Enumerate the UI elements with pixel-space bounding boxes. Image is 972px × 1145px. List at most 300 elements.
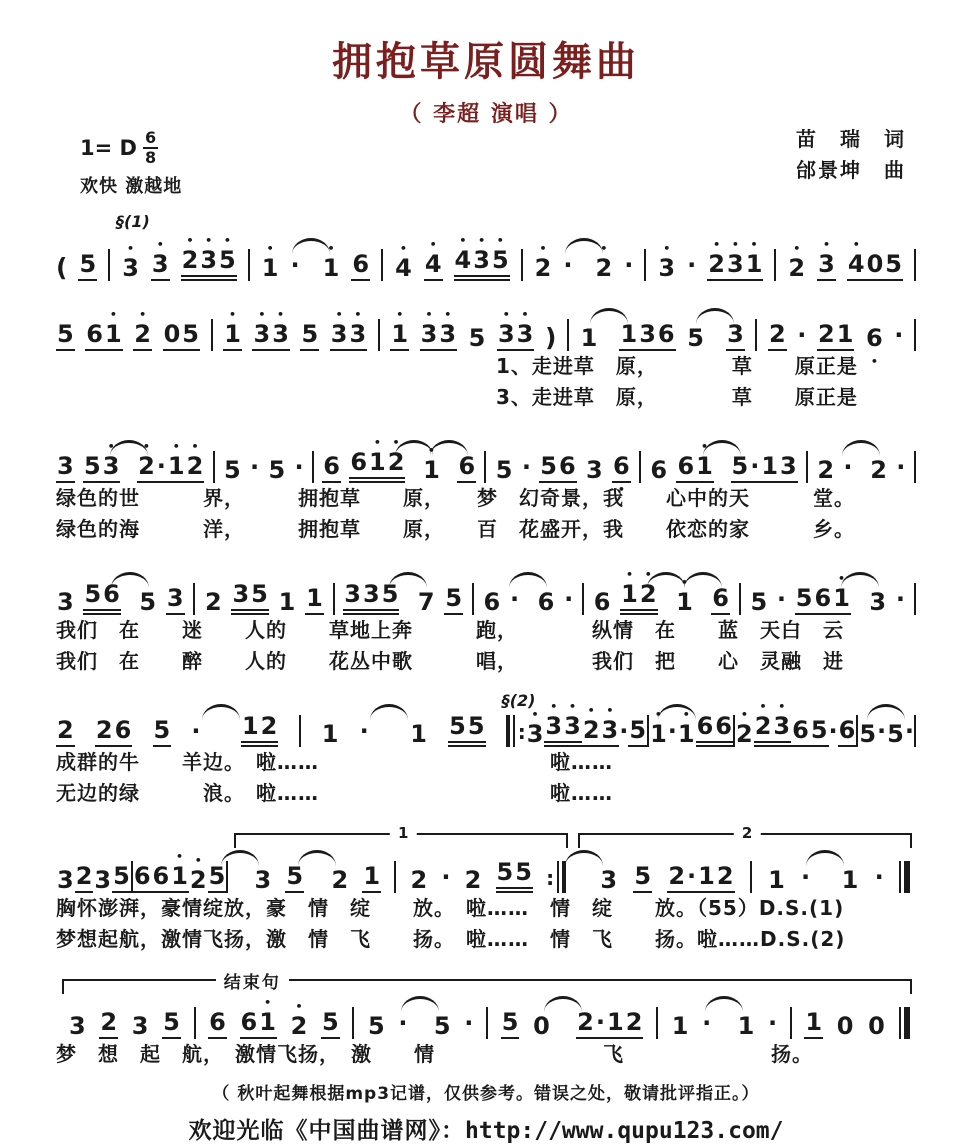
note-digit: 1 <box>671 1011 689 1040</box>
note-digit: 5 <box>885 249 902 278</box>
note-digit: 5 <box>153 715 171 744</box>
music-row <box>56 290 916 351</box>
note-group <box>444 583 463 615</box>
note-digit: 3 <box>586 455 603 484</box>
transcriber-note: （ 秋叶起舞根据mp3记谱，仅供参考。错误之处，敬请批评指正。） <box>212 1084 760 1104</box>
barline <box>333 583 335 615</box>
slur-arc <box>509 572 547 588</box>
note-group <box>599 865 618 894</box>
note-digit: • 2 <box>387 450 406 475</box>
note-group <box>254 865 273 894</box>
phrase-paren: ( <box>56 252 68 282</box>
note-digit: • 3 <box>121 256 140 281</box>
lyric-line: 绿色的海 洋， 拥抱草 原， 百 花盛开，我 依恋的家 乡。 <box>56 517 855 541</box>
barline <box>806 451 808 483</box>
barline <box>484 451 486 483</box>
barline <box>755 319 757 351</box>
slur-arc <box>684 572 722 588</box>
note-digit: 3 <box>232 579 250 608</box>
barline <box>790 1007 792 1039</box>
note-group <box>867 1011 886 1040</box>
repeat-end-barline <box>546 861 566 893</box>
key-tempo-block <box>80 130 182 198</box>
note-digit: 5 <box>750 587 768 616</box>
note-digit: 6 <box>712 583 729 612</box>
note-digit: 6 <box>657 319 675 348</box>
score-line-1 <box>56 212 916 282</box>
note-digit: 5 <box>268 455 286 484</box>
note-digit: 2 <box>205 587 222 616</box>
note-group <box>754 711 791 747</box>
score-element <box>899 861 901 893</box>
note-digit: 2 <box>668 861 686 890</box>
note-digit: • 1 <box>261 256 280 281</box>
lyric-line: 成群的牛 羊边。 啦…… 啦…… <box>56 750 613 774</box>
note-digit: • 3 <box>438 322 457 347</box>
note-digit: 6 • <box>865 326 884 351</box>
note-digit: 6 <box>350 447 368 476</box>
music-row <box>56 554 916 615</box>
meter-denominator: 8 <box>144 148 157 167</box>
note-digit: 6 <box>792 715 809 744</box>
note-group <box>726 319 745 351</box>
barline <box>914 451 916 483</box>
note-digit: 6 <box>133 861 151 890</box>
note-group <box>300 319 319 351</box>
note-digit: 1 <box>410 719 427 748</box>
note-group <box>208 1007 227 1039</box>
note-group <box>582 715 619 747</box>
augmentation-dot: · <box>564 585 574 613</box>
note-digit: 2 <box>817 455 835 484</box>
note-digit: 5 <box>810 715 828 744</box>
score-element <box>904 861 910 893</box>
note-group <box>865 323 884 352</box>
note-digit: 3 <box>780 451 797 480</box>
augmentation-dot: · <box>877 717 887 745</box>
augmentation-dot: · <box>776 585 787 613</box>
slur-arc <box>401 996 439 1012</box>
barline <box>312 451 314 483</box>
note-digit: • 1 <box>675 590 694 615</box>
score-element <box>506 715 510 747</box>
rest: 0 <box>533 1011 550 1040</box>
note-digit: 6 <box>86 319 103 348</box>
augmentation-dot: · <box>767 1009 778 1037</box>
note-digit: 1 <box>698 861 715 890</box>
note-group <box>56 451 75 483</box>
note-digit: 6 <box>558 451 576 480</box>
note-group <box>858 719 877 748</box>
segno-marker: §(1) <box>116 212 150 231</box>
note-group <box>133 319 152 351</box>
note-digit: 3 <box>869 587 887 616</box>
note-digit: 1 <box>805 1007 823 1036</box>
note-digit: • 1 <box>104 322 123 347</box>
augmentation-dot: · <box>521 453 531 481</box>
note-digit: 1 <box>306 583 323 612</box>
note-group <box>417 587 436 616</box>
slur-arc <box>696 308 734 324</box>
note-digit: 2 <box>768 319 786 348</box>
note-digit: • 3 <box>563 714 582 739</box>
note-digit: 6 <box>814 583 832 612</box>
augmentation-dot: · <box>398 1009 408 1037</box>
barline <box>750 861 752 893</box>
barline <box>248 249 250 281</box>
note-digit: • 3 <box>526 722 545 747</box>
note-digit: 5 <box>731 451 749 480</box>
key-prefix: 1= D <box>80 136 137 160</box>
score-line-7 <box>56 964 916 1070</box>
slur-arc <box>544 996 582 1012</box>
note-group <box>231 579 268 615</box>
segment <box>501 691 916 748</box>
note-digit: 6 <box>483 587 501 616</box>
rest: 0 <box>836 1011 854 1040</box>
note-group <box>56 865 75 894</box>
note-group <box>539 451 576 483</box>
score-element: : <box>517 720 526 744</box>
note-group <box>330 319 367 351</box>
augmentation-dot: · <box>895 585 905 613</box>
time-signature <box>143 130 158 166</box>
lyric-line: 梦 想 起 航， 激情飞扬， 激 情 飞 扬。 <box>56 1042 813 1066</box>
note-digit: 2 <box>57 715 74 744</box>
note-digit: • 3 <box>252 322 271 347</box>
header-meta <box>56 127 916 197</box>
note-digit: 1 <box>761 451 779 480</box>
note-group <box>322 253 341 282</box>
note-digit: • 1 <box>167 454 186 479</box>
music-row <box>56 964 916 1039</box>
slur-arc <box>806 850 844 866</box>
note-digit: 1 <box>321 719 339 748</box>
note-digit: • 2 <box>181 248 200 273</box>
note-group <box>351 249 370 281</box>
note-digit: • 3 <box>657 256 676 281</box>
note-group <box>580 323 599 352</box>
score-line-3 <box>56 422 916 545</box>
lyric-line: 我们 在 醉 人的 花丛中歌 唱， 我们 把 心 灵融 进 <box>56 649 844 673</box>
key-signature <box>80 130 182 166</box>
score-element <box>899 1007 901 1039</box>
note-digit: 2 <box>464 865 482 894</box>
site-url-link[interactable]: http://www.qupu123.com/ <box>465 1118 784 1144</box>
note-digit: 2 <box>410 865 428 894</box>
lyric-line: 梦想起航，激情飞扬，激 情 飞 扬。 啦…… 情 飞 扬。啦……D.S.(2) <box>56 927 846 951</box>
note-digit: 5 <box>887 719 904 748</box>
slur-arc <box>565 238 603 254</box>
note-digit: • 3 <box>199 248 218 273</box>
note-digit: 3 <box>94 865 112 894</box>
barline <box>211 319 213 351</box>
score-element: : <box>546 866 555 890</box>
lyric-line: 绿色的世 界， 拥抱草 原， 梦 幻奇景，我 心中的天 堂。 <box>56 486 855 510</box>
slur-arc <box>430 440 468 456</box>
note-digit: 2 <box>100 1007 118 1036</box>
note-group <box>290 1011 309 1040</box>
note-digit: • 3 <box>772 714 791 739</box>
note-digit: 1 <box>841 865 859 894</box>
rest: 0 <box>868 1011 885 1040</box>
note-group <box>394 253 413 282</box>
note-digit: • 2 <box>290 1014 309 1039</box>
barline <box>914 249 916 281</box>
music-row <box>56 686 916 747</box>
note-digit: • 1 <box>832 586 851 611</box>
note-group <box>321 1007 340 1039</box>
note-digit: 5 <box>381 579 399 608</box>
barline <box>582 583 584 615</box>
note-digit: 6 <box>323 451 340 480</box>
note-group <box>677 719 696 748</box>
note-digit: • 2 <box>133 322 152 347</box>
augmentation-dot: · <box>359 717 369 745</box>
note-digit: 6 <box>209 1007 226 1036</box>
note-group <box>526 719 545 748</box>
note-digit: • 3 <box>102 454 121 479</box>
note-digit: 1 <box>768 865 785 894</box>
note-group <box>501 1007 520 1039</box>
note-digit: 6 <box>696 711 714 740</box>
note-group <box>737 1011 756 1040</box>
music-row <box>56 422 916 483</box>
barline <box>656 1007 658 1039</box>
augmentation-dot: · <box>250 453 260 481</box>
note-digit: • 2 <box>137 454 156 479</box>
rest: 0 <box>163 319 181 348</box>
note-digit: 2 <box>870 455 887 484</box>
note-group <box>95 715 132 747</box>
note-group <box>817 249 836 281</box>
augmentation-dot: · <box>896 453 906 481</box>
barline <box>567 319 569 351</box>
note-digit: • 4 <box>847 252 866 277</box>
note-group <box>595 253 614 282</box>
note-group <box>532 1011 551 1040</box>
note-group <box>847 249 903 281</box>
note-digit: • 1 <box>649 722 668 747</box>
repeat-begin-barline <box>506 715 526 747</box>
note-group <box>649 719 668 748</box>
note-group <box>612 451 631 483</box>
note-digit: 6 <box>650 455 668 484</box>
lyricist-credit: 苗 瑞 词 <box>796 127 906 151</box>
augmentation-dot: · <box>801 863 811 891</box>
barline <box>472 583 474 615</box>
note-digit: 3 <box>131 1011 149 1040</box>
slur-arc <box>370 704 408 720</box>
note-digit: 2 <box>625 1007 643 1036</box>
note-digit: 5 <box>79 249 97 278</box>
note-digit: • 2 <box>707 252 726 277</box>
note-group <box>841 865 860 894</box>
note-group <box>163 319 200 351</box>
note-digit: • 3 <box>330 322 349 347</box>
note-digit: 3 <box>727 319 744 348</box>
note-digit: 5 <box>113 861 130 890</box>
note-digit: 5 <box>208 861 226 890</box>
barline <box>914 583 916 615</box>
note-digit: • 5 <box>218 248 237 273</box>
dash-dot: · <box>687 861 697 890</box>
note-digit: • 3 <box>151 252 170 277</box>
barline <box>299 715 301 747</box>
note-digit: • 4 <box>454 248 473 273</box>
note-digit: 3 <box>166 583 184 612</box>
note-group <box>112 861 131 893</box>
note-group <box>85 319 122 351</box>
note-group <box>267 455 286 484</box>
slur-arc <box>841 572 879 588</box>
note-group <box>868 587 887 616</box>
barline <box>521 249 523 281</box>
note-digit: 1 <box>363 861 381 890</box>
note-digit: • 3 <box>348 322 367 347</box>
score-line-6 <box>56 818 916 955</box>
note-digit: 5 <box>445 583 463 612</box>
note-digit: • 2 <box>582 718 601 743</box>
note-digit: 5 <box>515 857 532 886</box>
note-digit: • 1 <box>677 722 696 747</box>
music-row <box>56 818 916 893</box>
note-group <box>795 583 851 615</box>
lyric-line: 1、走进草 原， 草 原正是 <box>496 354 858 378</box>
note-group <box>791 715 828 747</box>
note-group <box>166 583 185 615</box>
note-digit: 6 <box>152 861 170 890</box>
score-line-4 <box>56 554 916 677</box>
note-group <box>278 587 297 616</box>
note-digit: 1 <box>606 1007 624 1036</box>
note-digit: 5 <box>687 323 704 352</box>
note-digit: • 1 <box>390 322 409 347</box>
note-group <box>240 1007 277 1039</box>
note-digit: 6 <box>677 451 695 480</box>
note-group <box>420 319 457 351</box>
note-digit: 5 <box>223 455 241 484</box>
augmentation-dot: · <box>797 321 807 349</box>
note-digit: 5 <box>449 711 466 740</box>
note-group <box>56 587 75 616</box>
note-digit: • 3 <box>472 248 491 273</box>
note-group <box>152 861 189 893</box>
note-group <box>657 253 676 282</box>
note-digit: 1 <box>241 711 259 740</box>
augmentation-dot: · <box>904 717 914 745</box>
note-digit: 1 <box>580 323 598 352</box>
score-line-2 <box>56 290 916 413</box>
note-digit: 6 • <box>612 454 631 479</box>
note-group <box>576 1007 643 1039</box>
dash-dot: · <box>156 451 166 480</box>
note-group <box>787 253 806 282</box>
note-group <box>261 253 280 282</box>
augmentation-dot: · <box>294 453 304 481</box>
note-digit: 5 <box>368 1011 385 1040</box>
note-digit: 6 <box>715 711 732 740</box>
note-digit: 2 <box>577 1007 594 1036</box>
score-line-5 <box>56 686 916 809</box>
note-digit: • 4 <box>424 252 443 277</box>
barline <box>193 583 195 615</box>
note-digit: 3 <box>69 1011 86 1040</box>
note-digit: 5 <box>322 1007 339 1036</box>
note-group <box>869 455 888 484</box>
augmentation-dot: · <box>843 453 853 481</box>
augmentation-dot: · <box>510 585 520 613</box>
note-group <box>367 1011 386 1040</box>
note-digit: 5 <box>163 1007 180 1036</box>
note-group <box>322 451 341 483</box>
note-digit: • 3 <box>601 718 620 743</box>
barline <box>486 1007 488 1039</box>
note-group <box>633 861 652 893</box>
note-group <box>816 455 835 484</box>
music-row <box>56 220 916 281</box>
note-group <box>56 715 75 747</box>
slur-arc <box>842 440 880 456</box>
note-digit: 3 <box>57 865 74 894</box>
ending-phrase-bracket <box>62 973 916 1040</box>
note-digit: • 2 <box>534 256 553 281</box>
note-group <box>305 583 324 615</box>
note-digit: • 2 <box>186 454 205 479</box>
score-element <box>904 1007 910 1039</box>
note-group <box>768 319 787 351</box>
barline <box>381 249 383 281</box>
note-group <box>619 319 675 351</box>
note-digit: 6 <box>593 587 611 616</box>
note-digit: 5 <box>84 451 101 480</box>
note-digit: • 3 <box>420 322 439 347</box>
note-digit: 3 <box>344 579 361 608</box>
meter-numerator: 6 <box>144 128 157 147</box>
note-group <box>99 1007 118 1039</box>
note-digit: • 2 <box>595 256 614 281</box>
barline <box>914 319 916 351</box>
note-group <box>422 455 441 484</box>
note-digit: 7 <box>417 587 435 616</box>
note-group <box>676 451 713 483</box>
note-digit: 2 <box>817 319 835 348</box>
note-group <box>433 1011 452 1040</box>
note-digit: • 4 <box>394 256 413 281</box>
note-digit: 5 <box>182 319 199 348</box>
note-digit: • 3 <box>817 252 836 277</box>
note-group <box>252 319 289 351</box>
note-digit: 3 <box>254 865 272 894</box>
barline <box>914 715 916 747</box>
note-digit: 3 <box>362 579 380 608</box>
note-digit: 1 <box>278 587 296 616</box>
note-digit: • 2 <box>787 256 806 281</box>
note-group <box>93 865 112 894</box>
dash-dot: · <box>595 1007 605 1036</box>
note-group <box>454 245 510 281</box>
note-digit: 6 <box>458 451 476 480</box>
note-digit: 5 <box>495 455 513 484</box>
note-group <box>464 865 483 894</box>
augmentation-dot: · <box>290 251 300 279</box>
site-footer-text: 欢迎光临《中国曲谱网》： <box>188 1118 465 1144</box>
note-group <box>496 857 533 893</box>
note-digit: • 1 <box>620 582 639 607</box>
augmentation-dot: · <box>619 717 629 745</box>
note-group <box>448 711 485 747</box>
note-group <box>223 455 242 484</box>
